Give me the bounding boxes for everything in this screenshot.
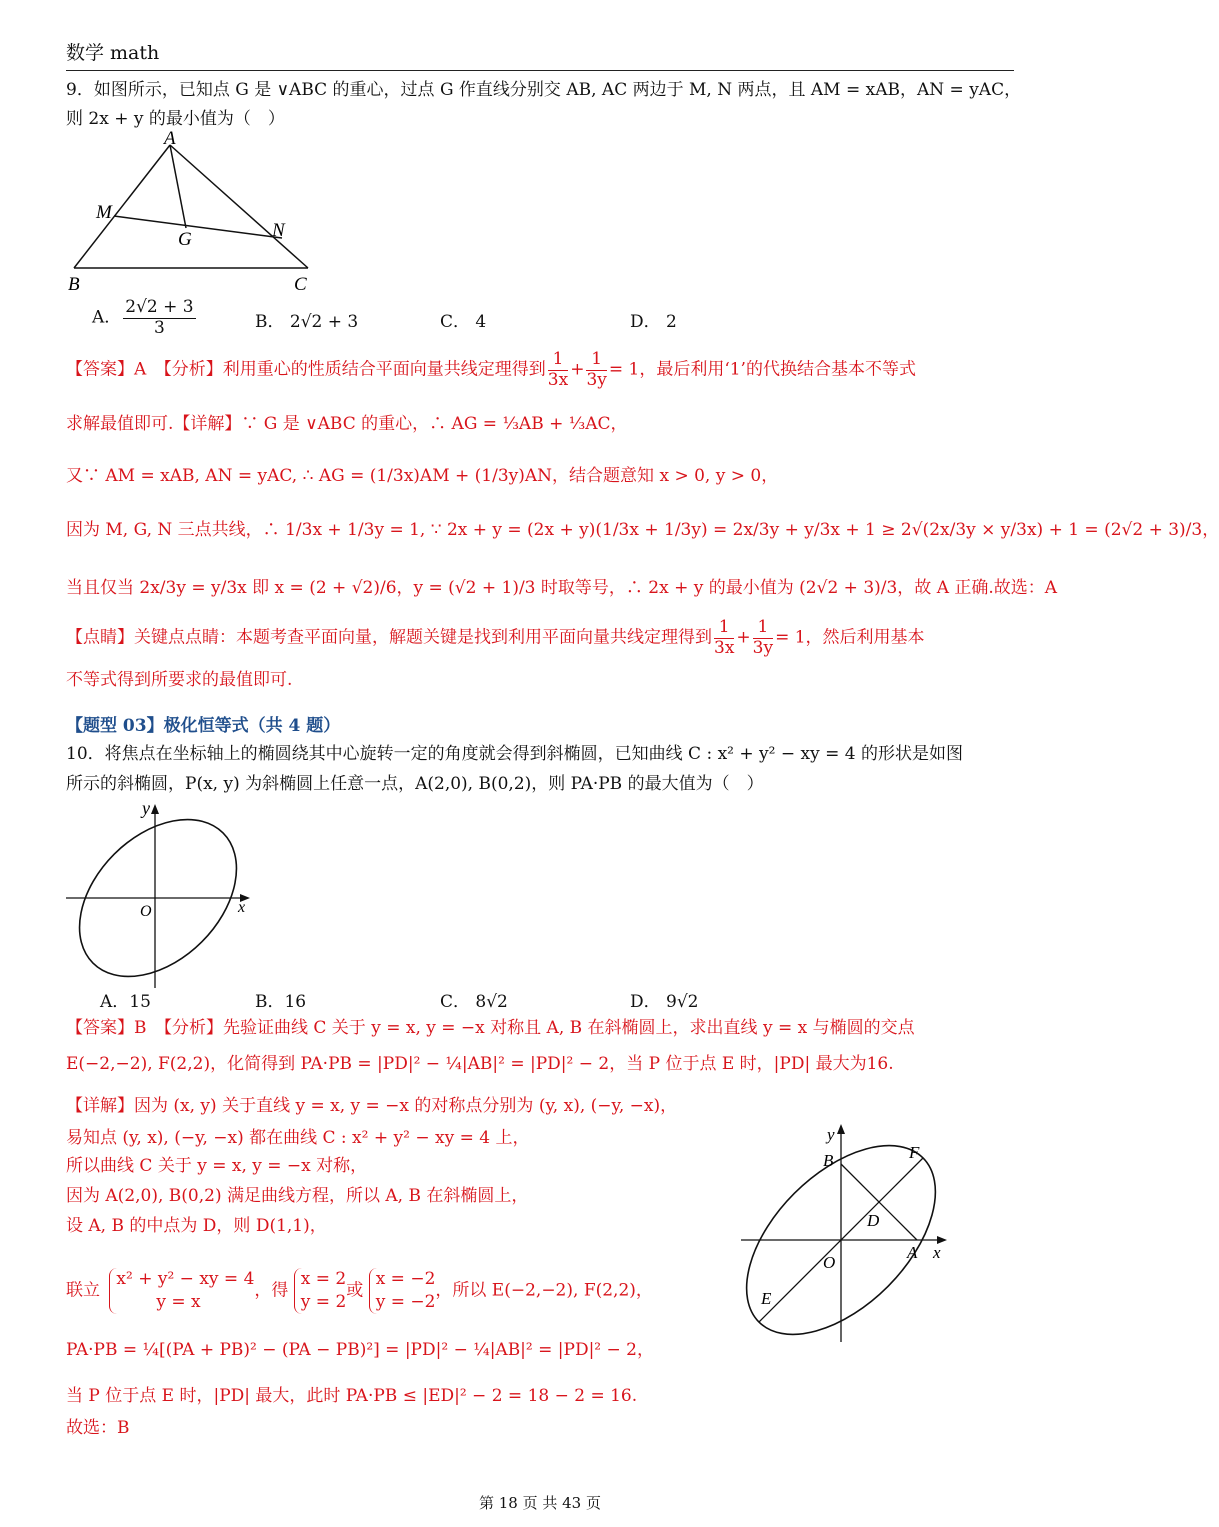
- label-B: B: [68, 274, 80, 295]
- frac1-num: 1: [548, 350, 568, 371]
- label-C: C: [294, 274, 307, 295]
- fig-label-x: x: [238, 899, 246, 916]
- system-mid2: 或: [346, 1280, 364, 1301]
- frac1-den: 3x: [547, 369, 569, 390]
- q9-answer-line1-post: = 1，最后利用‘1’的代换结合基本不等式: [608, 359, 916, 380]
- fig2-label-E: E: [761, 1289, 772, 1308]
- q9-choice-a: [92, 298, 198, 338]
- fig2-label-y: y: [827, 1125, 835, 1144]
- q9-choice-a-frac: [123, 298, 195, 338]
- q10-answer-line11: 故选：B: [66, 1418, 130, 1438]
- system-3-eq2: y = −2: [375, 1291, 436, 1312]
- q10-answer-line5: 所以曲线 C 关于 y = x, y = −x 对称，: [66, 1156, 368, 1176]
- label-N: N: [272, 220, 285, 241]
- page-footer: 第 18 页 共 43 页: [478, 1494, 601, 1512]
- triangle-figure: [60, 130, 330, 300]
- q10-answer-line9: PA·PB = ¼[(PA + PB)² − (PA − PB)²] = |PD|² − ¼|AB|² = |PD|² − 2，: [66, 1340, 654, 1360]
- label-A: A: [164, 128, 176, 149]
- fig2-label-D: D: [867, 1211, 880, 1230]
- system-1: [109, 1268, 254, 1314]
- q9-choice-a-num: 2√2 + 3: [125, 297, 194, 317]
- label-G: G: [178, 229, 192, 250]
- fig2-label-x: x: [933, 1243, 941, 1262]
- fig2-label-A: A: [907, 1243, 918, 1262]
- q9-choice-a-den: 3: [154, 317, 165, 338]
- q10-choice-c: C． 8√2: [440, 992, 508, 1012]
- q9-choice-b: B． 2√2 + 3: [255, 312, 359, 332]
- system-2-eq1: x = 2: [300, 1269, 347, 1289]
- system-3: [369, 1268, 436, 1314]
- q9-line2: 则 2x + y 的最小值为（ ）: [66, 109, 285, 129]
- q10-answer-line7: 设 A, B 的中点为 D，则 D(1,1)，: [66, 1216, 327, 1236]
- q9-answer-line2: 求解最值即可.【详解】∵ G 是 ∨ABC 的重心，∴ AG = ⅓AB + ⅓AC，: [66, 414, 628, 434]
- q9-answer-line6-frac2: [753, 618, 773, 658]
- label-M: M: [96, 202, 112, 223]
- q9-answer-line7: 不等式得到所要求的最值即可.: [66, 670, 293, 690]
- system-prefix: 联立: [66, 1280, 100, 1301]
- fig2-label-F: F: [909, 1143, 920, 1162]
- q10-line1: 10．将焦点在坐标轴上的椭圆绕其中心旋转一定的角度就会得到斜椭圆，已知曲线 C : x² + y² − xy = 4 的形状是如图: [66, 744, 963, 764]
- q10-answer-line2: E(−2,−2), F(2,2)，化简得到 PA·PB = |PD|² − ¼|AB|² = |PD|² − 2，当 P 位于点 E 时，|PD| 最大为16.: [66, 1054, 894, 1074]
- q9-answer-line5: 当且仅当 2x/3y = y/3x 即 x = (2 + √2)/6，y = (√2 + 1)/3 时取等号，∴ 2x + y 的最小值为 (2√2 + 3)/3，故 A 正确.故选：A: [66, 578, 1058, 598]
- q9-choice-c: C． 4: [440, 312, 487, 332]
- frac2-den: 3y: [586, 369, 607, 390]
- q10-answer-line1: 【答案】B 【分析】先验证曲线 C 关于 y = x, y = −x 对称且 A, B 在斜椭圆上，求出直线 y = x 与椭圆的交点: [66, 1018, 915, 1038]
- q9-choice-a-label: A．: [92, 307, 122, 328]
- fig-label-O: O: [140, 903, 152, 920]
- q10-choice-b: B．16: [255, 992, 307, 1012]
- system-mid1: ，得: [254, 1280, 289, 1301]
- q10-answer-line10: 当 P 位于点 E 时，|PD| 最大，此时 PA·PB ≤ |ED|² − 2 = 18 − 2 = 16.: [66, 1386, 638, 1406]
- q10-line2: 所示的斜椭圆，P(x, y) 为斜椭圆上任意一点，A(2,0), B(0,2)，则 PA·PB 的最大值为（ ）: [66, 774, 764, 794]
- q9-choice-d: D． 2: [630, 312, 677, 332]
- frac2-num: 1: [753, 618, 773, 639]
- q10-answer-line3: 【详解】因为 (x, y) 关于直线 y = x, y = −x 的对称点分别为 (y, x), (−y, −x)，: [66, 1096, 678, 1116]
- q9-answer-line1: 【答案】A 【分析】利用重心的性质结合平面向量共线定理得到 $\frac{1}{3x}$ + $\frac{1}{3y}$ = 1，最后利用‘1’的代换结合基本不等式: [66, 349, 916, 390]
- system-2: [294, 1268, 346, 1314]
- q10-choice-d: D． 9√2: [630, 992, 699, 1012]
- system-1-eq1: x² + y² − xy = 4: [116, 1269, 255, 1289]
- q9-answer-line1-frac1: [548, 350, 568, 390]
- system-2-eq2: y = 2: [300, 1291, 347, 1312]
- q9-answer-line4: 因为 M, G, N 三点共线，∴ 1/3x + 1/3y = 1, ∵ 2x + y = (2x + y)(1/3x + 1/3y) = 2x/3y + y/3x + 1 ≥ 2√(2x/3y × y/3x) + 1 = (2√2 + 3)/3，: [66, 520, 1219, 540]
- q9-answer-line6-pre: 【点睛】关键点点睛：本题考查平面向量，解题关键是找到利用平面向量共线定理得到: [66, 627, 712, 648]
- section-title: 【题型 03】极化恒等式（共 4 题）: [66, 716, 341, 736]
- q10-choice-a: A．15: [100, 992, 151, 1012]
- ellipse-figure-detailed: [735, 1120, 965, 1345]
- q9-answer-line1-frac2: [586, 350, 606, 390]
- page-header: 数学 math: [66, 42, 160, 64]
- q9-answer-line6: 【点睛】关键点点睛：本题考查平面向量，解题关键是找到利用平面向量共线定理得到 $\frac{1}{3x}$ + $\frac{1}{3y}$ = 1，然后利用基本: [66, 617, 925, 658]
- fig2-label-O: O: [823, 1253, 836, 1272]
- q9-answer-line1-pre: 【答案】A 【分析】利用重心的性质结合平面向量共线定理得到: [66, 359, 546, 380]
- q10-answer-line6: 因为 A(2,0), B(0,2) 满足曲线方程，所以 A, B 在斜椭圆上，: [66, 1186, 529, 1206]
- q10-answer-line4: 易知点 (y, x), (−y, −x) 都在曲线 C : x² + y² − xy = 4 上，: [66, 1128, 530, 1148]
- q10-answer-line8: [66, 1268, 653, 1314]
- header-rule: [66, 70, 1014, 71]
- fig2-label-B: B: [823, 1151, 834, 1170]
- q9-answer-line6-post: = 1，然后利用基本: [775, 627, 925, 648]
- ellipse-figure: [60, 800, 270, 990]
- fig-label-y: y: [142, 798, 150, 818]
- system-post: ，所以 E(−2,−2), F(2,2)，: [435, 1280, 653, 1301]
- q9-line1: 9．如图所示，已知点 G 是 ∨ABC 的重心，过点 G 作直线分别交 AB, AC 两边于 M, N 两点，且 AM = xAB，AN = yAC，: [66, 80, 1022, 100]
- frac2-den: 3y: [752, 637, 774, 658]
- frac1-den: 3x: [714, 637, 735, 658]
- frac2-num: 1: [586, 350, 606, 371]
- system-1-eq2: y = x: [156, 1291, 201, 1312]
- system-3-eq1: x = −2: [375, 1269, 436, 1289]
- q9-answer-line6-frac1: [714, 618, 734, 658]
- frac1-num: 1: [714, 618, 734, 639]
- q9-answer-line3: 又∵ AM = xAB, AN = yAC, ∴ AG = (1/3x)AM + (1/3y)AN，结合题意知 x > 0, y > 0，: [66, 466, 779, 486]
